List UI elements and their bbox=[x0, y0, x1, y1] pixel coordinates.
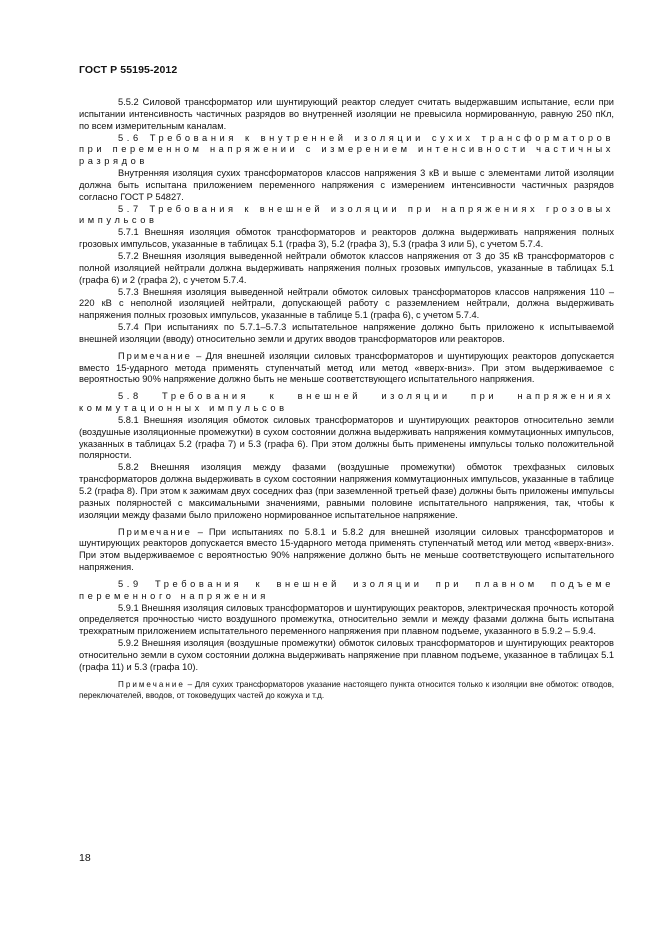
paragraph-5-8-2: 5.8.2 Внешняя изоляция между фазами (воздушные промежутки) обмоток трехфазных силовых трансформаторов должна выдерживать в сухом состоянии напряжения коммутационных импульсов, указанные в таблице 5.2 (графа 8). При этом к зажимам двух соседних фаз (при заземленной третьей фазе) должны быть приложены импульсы разных полярностей с максимальными значениями, равными половине испытательного напряжения, так, чтобы к изоляции между фазами было приложено нормированное испытательное напряжение. bbox=[79, 462, 614, 520]
section-heading-5-6: 5.6 Требования к внутренней изоляции сухих трансформаторов при переменном напряжении с измерением интенсивности частичных разрядов bbox=[79, 132, 614, 167]
paragraph-5-6-body: Внутренняя изоляция сухих трансформаторов классов напряжения 3 кВ и выше с элементами литой изоляции должна быть испытана приложением переменного напряжения с измерением интенсивности частичных разрядов согласно ГОСТ Р 54827. bbox=[79, 168, 614, 202]
section-heading-5-7: 5.7 Требования к внешней изоляции при напряжениях грозовых импульсов bbox=[79, 203, 614, 226]
paragraph-5-7-4: 5.7.4 При испытаниях по 5.7.1–5.7.3 испытательное напряжение должно быть приложено к испытываемой внешней изоляции (вводу) относительно земли и других вводов трансформаторов или реакторов. bbox=[79, 322, 614, 344]
paragraph-5-9-2: 5.9.2 Внешняя изоляция (воздушные промежутки) обмоток силовых трансформаторов и шунтирующих реакторов относительно земли в сухом состоянии должна выдерживать напряжение при плавном подъеме, указанное в таблицах 5.1 (графа 11) и 5.3 (графа 10). bbox=[79, 638, 614, 672]
note-label: Примечание bbox=[118, 526, 192, 537]
note-5-8 bbox=[79, 527, 614, 574]
note-5-9 bbox=[79, 679, 614, 702]
note-text: – Для сухих трансформаторов указание настоящего пункта относится только к изоляции вне обмоток: отводов, переключателей, вводов, от токоведущих частей до кожуха и т.д. bbox=[79, 679, 614, 701]
standard-designation: ГОСТ Р 55195-2012 bbox=[79, 64, 178, 76]
page-number: 18 bbox=[79, 852, 91, 864]
document-body bbox=[79, 97, 614, 702]
paragraph-5-7-1: 5.7.1 Внешняя изоляция обмоток трансформаторов и реакторов должна выдерживать напряжения полных грозовых импульсов, указанные в таблицах 5.1 (графа 3), 5.2 (графа 3), 5.3 (графа 3 или 5), с учетом 5.7.4. bbox=[79, 227, 614, 250]
paragraph-5-7-3: 5.7.3 Внешняя изоляция выведенной нейтрали обмоток силовых трансформаторов классов напряжения 110 – 220 кВ с неполной изоляцией нейтрали, допускающей работу с разземлением нейтрали, должна выдерживать напряжения полных грозовых импульсов, указанные в таблице 5.1 (графа 6), с учетом 5.7.4. bbox=[79, 286, 614, 321]
paragraph-5-5-2: 5.5.2 Силовой трансформатор или шунтирующий реактор следует считать выдержавшим испытание, если при испытании интенсивность частичных разрядов во внутренней изоляции не превысила нормированную, равную 250 пКл, по всем измерительным каналам. bbox=[79, 97, 614, 131]
note-text: – При испытаниях по 5.8.1 и 5.8.2 для внешней изоляции силовых трансформаторов и шунтирующих реакторов допускается вместо 15-ударного метода применять ступенчатый метод или метод «вверх-вниз». При этом выдерживаемое с вероятностью 90% напряжение должно быть не меньше соответствующего испытательного напряжения. bbox=[79, 526, 614, 573]
section-heading-5-9: 5.9 Требования к внешней изоляции при плавном подъеме переменного напряжения bbox=[79, 578, 614, 601]
paragraph-5-8-1: 5.8.1 Внешняя изоляция обмоток силовых трансформаторов и шунтирующих реакторов относительно земли (воздушные изоляционные промежутки) в сухом состоянии должна выдерживать напряжения коммутационных импульсов, указанных в таблицах 5.2 (графа 7) и 5.3 (графа 6). При этом должны быть применены импульсы только положительной полярности. bbox=[79, 414, 614, 461]
note-text: – Для внешней изоляции силовых трансформаторов и шунтирующих реакторов допускается вместо 15-ударного метода применять ступенчатый метод или метод «вверх-вниз». При этом выдерживаемое с вероятностью 90% напряжение должно быть не меньше соответствующего испытательного напряжения. bbox=[79, 350, 614, 385]
note-label: Примечание bbox=[118, 679, 185, 689]
paragraph-5-9-1: 5.9.1 Внешняя изоляция силовых трансформаторов и шунтирующих реакторов, электрическая прочность которой определяется прочностью чисто воздушного промежутка, относительно земли и между фазами должна быть испытана трехкратным приложением испытательного переменного напряжения при плавном подъеме, указанного в 5.9.2 – 5.9.4. bbox=[79, 602, 614, 637]
paragraph-5-7-2: 5.7.2 Внешняя изоляция выведенной нейтрали обмоток классов напряжения от 3 до 35 кВ трансформаторов с полной изоляцией нейтрали должна выдерживать напряжения полных грозовых импульсов, указанные в таблицах 5.1 (графа 6) и 2 (графа 2), с учетом 5.7.4. bbox=[79, 250, 614, 285]
note-5-7 bbox=[79, 351, 614, 387]
section-heading-5-8: 5.8 Требования к внешней изоляции при напряжениях коммутационных импульсов bbox=[79, 391, 614, 414]
note-label: Примечание bbox=[118, 350, 192, 361]
